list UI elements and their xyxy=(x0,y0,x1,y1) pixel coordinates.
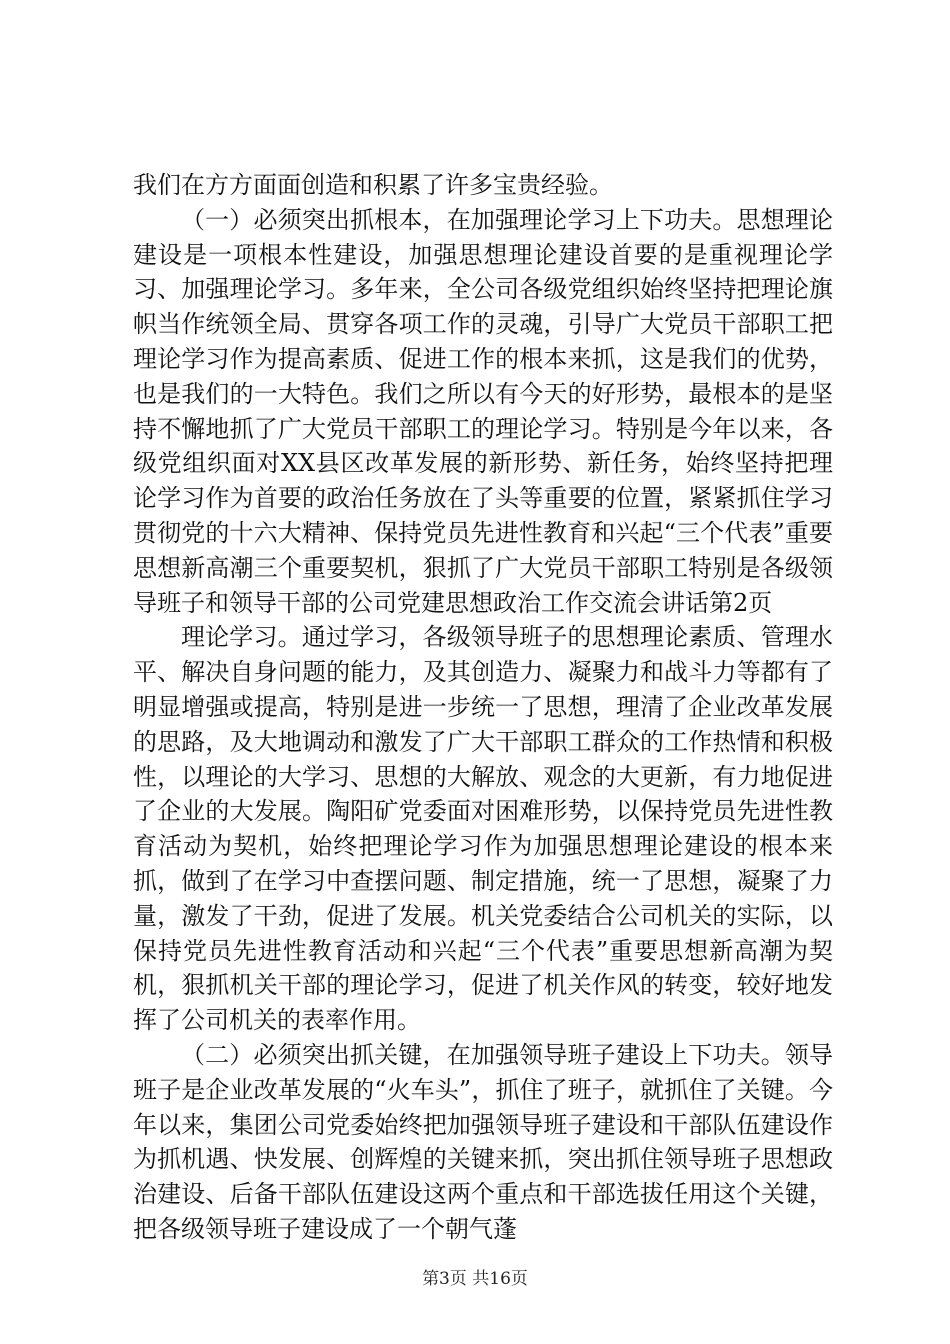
document-body xyxy=(133,168,833,1247)
paragraph-continuation: 我们在方方面面创造和积累了许多宝贵经验。 xyxy=(133,171,613,199)
page-footer: 第3页 共16页 xyxy=(422,1269,528,1289)
paragraph-theory-study: 理论学习。通过学习，各级领导班子的思想理论素质、管理水平、解决自身问题的能力，及其创造力、凝聚力和战斗力等都有了明显增强或提高，特别是进一步统一了思想，理清了企业改革发展的思路，及大地调动和激发了广大干部职工群众的工作热情和积极性，以理论的大学习、思想的大解放、观念的大更新，有力地促进了企业的大发展。陶阳矿党委面对困难形势，以保持党员先进性教育活动为契机，始终把理论学习作为加强思想理论建设的根本来抓，做到了在学习中查摆问题、制定措施，统一了思想，凝聚了力量，激发了干劲，促进了发展。机关党委结合公司机关的实际，以保持党员先进性教育活动和兴起“三个代表”重要思想新高潮为契机，狠抓机关干部的理论学习，促进了机关作风的转变，较好地发挥了公司机关的表率作用。 xyxy=(133,623,833,1035)
paragraph-section-two: （二）必须突出抓关键，在加强领导班子建设上下功夫。领导班子是企业改革发展的“火车头”，抓住了班子，就抓住了关键。今年以来，集团公司党委始终把加强领导班子建设和干部队伍建设作为抓机遇、快发展、创辉煌的关键来抓，突出抓住领导班子思想政治建设、后备干部队伍建设这两个重点和干部选拔任用这个关键，把各级领导班子建设成了一个朝气蓬 xyxy=(133,1040,833,1243)
paragraph-section-one: （一）必须突出抓根本，在加强理论学习上下功夫。思想理论建设是一项根本性建设，加强思想理论建设首要的是重视理论学习、加强理论学习。多年来，全公司各级党组织始终坚持把理论旗帜当作统领全局、贯穿各项工作的灵魂，引导广大党员干部职工把理论学习作为提高素质、促进工作的根本来抓，这是我们的优势，也是我们的一大特色。我们之所以有今天的好形势，最根本的是坚持不懈地抓了广大党员干部职工的理论学习。特别是今年以来，各级党组织面对XX县区改革发展的新形势、新任务，始终坚持把理论学习作为首要的政治任务放在了头等重要的位置，紧紧抓住学习贯彻党的十六大精神、保持党员先进性教育和兴起“三个代表”重要思想新高潮三个重要契机，狠抓了广大党员干部职工特别是各级领导班子和领导干部的公司党建思想政治工作交流会讲话第2页 xyxy=(133,205,833,617)
